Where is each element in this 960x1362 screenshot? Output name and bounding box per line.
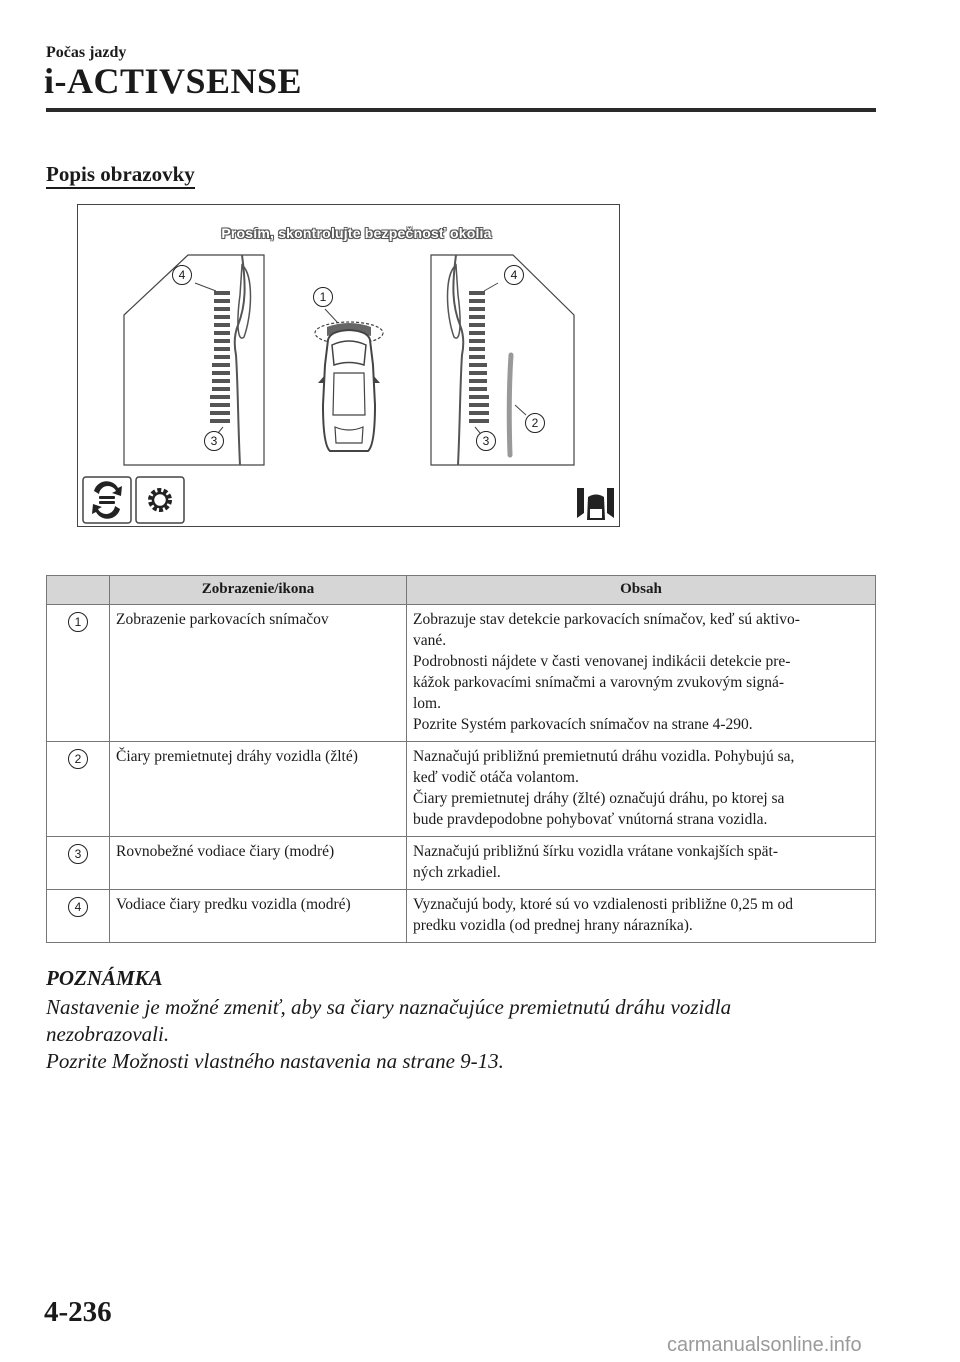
parking-camera-screen: [77, 204, 620, 527]
row-number: 2: [68, 749, 88, 769]
table-header-num: [47, 576, 110, 605]
row-description: Naznačujú približnú šírku vozidla vrátane vonkajších spät- ných zrkadiel.: [407, 837, 876, 890]
page-number: 4-236: [44, 1296, 112, 1328]
section-title: Popis obrazovky: [46, 162, 195, 189]
table-header-item: Zobrazenie/ikona: [110, 576, 407, 605]
section-header: Počas jazdy: [46, 44, 127, 61]
row-number: 1: [68, 612, 88, 632]
row-number: 4: [68, 897, 88, 917]
callout-1: 1: [313, 287, 333, 307]
table-row: [47, 742, 876, 837]
projected-path-line: [509, 355, 511, 455]
car-top-view: [315, 322, 383, 451]
table-header-row: [47, 576, 876, 605]
row-description: Naznačujú približnú premietnutú dráhu vozidla. Pohybujú sa, keď vodič otáča volantom. Čiary premietnutej dráhy (žlté) označujú dráhu, po ktorej sa bude pravdepodobne pohybovať vnútorná strana vozidla.: [407, 742, 876, 837]
row-description: Zobrazuje stav detekcie parkovacích snímačov, keď sú aktivo- vané. Podrobnosti nájdete v časti venovanej indikácii detekcie pre- kážok parkovacími snímačmi a varovným zvukovým signá- lom. Pozrite Systém parkovacích snímačov na strane 4-290.: [407, 605, 876, 742]
note-title: POZNÁMKA: [46, 966, 163, 990]
table-row: [47, 837, 876, 890]
chapter-title: i-ACTIVSENSE: [44, 61, 303, 101]
table-header-content: Obsah: [407, 576, 876, 605]
callout-3-right: 3: [476, 431, 496, 451]
row-number: 3: [68, 844, 88, 864]
screen-illustration: [78, 205, 619, 526]
row-item: Vodiace čiary predku vozidla (modré): [110, 890, 407, 943]
row-item: Rovnobežné vodiace čiary (modré): [110, 837, 407, 890]
left-side-view-panel: [124, 255, 264, 465]
row-description: Vyznačujú body, ktoré sú vo vzdialenosti približne 0,25 m od predku vozidla (od prednej hrany nárazníka).: [407, 890, 876, 943]
table-row: [47, 605, 876, 742]
callout-3-left: 3: [204, 431, 224, 451]
table-row: [47, 890, 876, 943]
note-text: Nastavenie je možné zmeniť, aby sa čiary naznačujúce premietnutú dráhu vozidla nezobrazovali. Pozrite Možnosti vlastného nastavenia na strane 9-13.: [46, 995, 732, 1073]
callout-2: 2: [525, 413, 545, 433]
display-items-table: [46, 575, 876, 943]
row-item: Zobrazenie parkovacích snímačov: [110, 605, 407, 742]
callout-4-left: 4: [172, 265, 192, 285]
settings-button: [136, 477, 184, 523]
callout-4-right: 4: [504, 265, 524, 285]
safety-banner: Prosím, skontrolujte bezpečnosť okolia: [221, 225, 492, 241]
header-rule: [46, 108, 876, 112]
row-item: Čiary premietnutej dráhy vozidla (žlté): [110, 742, 407, 837]
watermark: carmanualsonline.info: [667, 1334, 862, 1356]
